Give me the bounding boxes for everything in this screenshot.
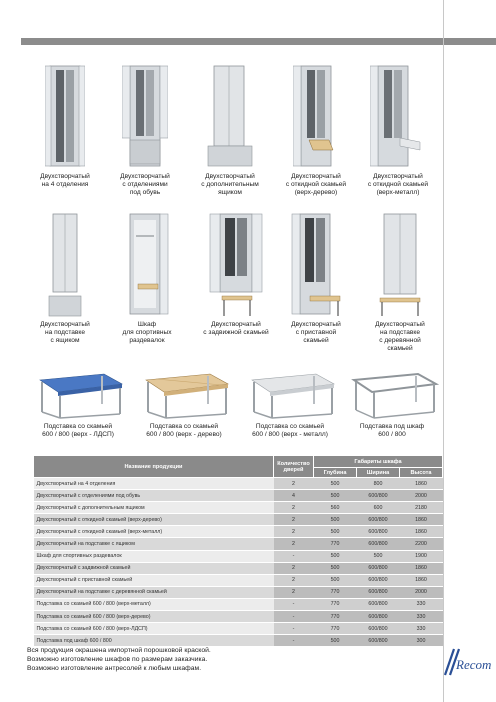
cell-height: 330	[400, 598, 443, 610]
cell-name: Подставка со скамьей 600 / 800 (верх-металл)	[34, 598, 274, 610]
spec-table	[33, 455, 443, 647]
cell-depth: 500	[314, 562, 357, 574]
cabinet-stand-frame-icon	[344, 368, 440, 420]
cell-name: Подставка под шкаф 600 / 800	[34, 635, 274, 647]
cell-depth: 500	[314, 635, 357, 647]
col-header-depth: Глубина	[314, 468, 357, 478]
sports-locker-icon	[122, 212, 172, 318]
locker-4-compartments-icon	[45, 62, 85, 170]
stand-caption: Подставка под шкаф 600 / 800	[359, 423, 425, 438]
cell-height: 2180	[400, 502, 443, 514]
cell-depth: 500	[314, 478, 357, 490]
stand-card[interactable]	[240, 368, 340, 439]
note-line: Возможно изготовление антресолей к любым шкафам.	[27, 665, 202, 672]
cell-width: 800	[357, 478, 400, 490]
cell-doors: 2	[274, 574, 314, 586]
cell-height: 1860	[400, 562, 443, 574]
product-card[interactable]	[276, 212, 356, 345]
cell-doors: 2	[274, 478, 314, 490]
product-card[interactable]	[360, 212, 440, 353]
notes	[27, 646, 211, 673]
cell-doors: 2	[274, 538, 314, 550]
locker-folding-bench-wood-icon	[293, 62, 339, 170]
cell-depth: 500	[314, 574, 357, 586]
cell-name: Двухстворчатый с отделениями под обувь	[34, 490, 274, 502]
product-caption: Двухстворчатый на подставке с ящиком	[40, 321, 90, 344]
locker-folding-bench-metal-icon	[370, 62, 426, 170]
cell-name: Двухстворчатый с откидной скамьей (верх-металл)	[34, 526, 274, 538]
cell-depth: 560	[314, 502, 357, 514]
product-card[interactable]	[27, 62, 103, 189]
cell-doors: -	[274, 611, 314, 623]
cell-width: 600	[357, 502, 400, 514]
cell-doors: 2	[274, 514, 314, 526]
table-row	[34, 550, 443, 562]
cell-width: 600/800	[357, 514, 400, 526]
product-caption: Двухстворчатый на 4 отделения	[40, 173, 90, 188]
cell-name: Двухстворчатый с дополнительным ящиком	[34, 502, 274, 514]
cell-width: 600/800	[357, 598, 400, 610]
cell-name: Двухстворчатый на 4 отделения	[34, 478, 274, 490]
cell-depth: 770	[314, 598, 357, 610]
cell-doors: 2	[274, 526, 314, 538]
cell-name: Двухстворчатый на подставке с ящиком	[34, 538, 274, 550]
stand-card[interactable]	[344, 368, 440, 439]
cell-width: 500	[357, 550, 400, 562]
cell-height: 330	[400, 623, 443, 635]
cell-height: 2000	[400, 490, 443, 502]
cell-height: 1860	[400, 574, 443, 586]
col-header-height: Высота	[400, 468, 443, 478]
locker-stand-wood-bench-icon	[374, 212, 426, 318]
bench-stand-wood-icon	[136, 368, 232, 420]
cell-depth: 500	[314, 490, 357, 502]
cell-height: 330	[400, 611, 443, 623]
product-card[interactable]	[110, 212, 184, 345]
cell-width: 600/800	[357, 562, 400, 574]
cell-name: Подставка со скамьей 600 / 800 (верх-дерево)	[34, 611, 274, 623]
cell-width: 600/800	[357, 611, 400, 623]
spec-table-body	[34, 478, 443, 647]
cell-doors: 4	[274, 490, 314, 502]
table-row	[34, 611, 443, 623]
cell-name: Двухстворчатый с откидной скамьей (верх-дерево)	[34, 514, 274, 526]
cell-height: 2000	[400, 586, 443, 598]
cell-doors: 2	[274, 586, 314, 598]
cell-width: 600/800	[357, 490, 400, 502]
stand-caption: Подставка со скамьей 600 / 800 (верх - металл)	[252, 423, 328, 438]
product-caption: Двухстворчатый с дополнительным ящиком	[201, 173, 259, 196]
col-header-name: Название продукции	[34, 456, 274, 478]
product-caption: Двухстворчатый на подставке с деревянной скамьей	[375, 321, 425, 352]
cell-doors: -	[274, 598, 314, 610]
cell-height: 1900	[400, 550, 443, 562]
table-row	[34, 574, 443, 586]
product-card[interactable]	[107, 62, 183, 197]
table-row	[34, 478, 443, 490]
cell-height: 300	[400, 635, 443, 647]
product-caption: Двухстворчатый с приставной скамьей	[291, 321, 341, 344]
cell-depth: 500	[314, 550, 357, 562]
stand-card[interactable]	[134, 368, 234, 439]
cell-depth: 770	[314, 538, 357, 550]
locker-attached-bench-icon	[290, 212, 342, 318]
product-card[interactable]	[276, 62, 356, 197]
col-header-dims: Габариты шкафа	[314, 456, 443, 468]
bench-stand-metal-icon	[242, 368, 338, 420]
cell-depth: 500	[314, 526, 357, 538]
cell-depth: 500	[314, 514, 357, 526]
stand-card[interactable]	[30, 368, 126, 439]
cell-width: 600/800	[357, 574, 400, 586]
product-card[interactable]	[29, 212, 101, 345]
locker-extra-box-icon	[204, 62, 256, 170]
locker-stand-box-icon	[45, 212, 85, 318]
cell-doors: -	[274, 635, 314, 647]
svg-text:Recom: Recom	[456, 657, 492, 672]
cell-width: 600/800	[357, 623, 400, 635]
table-row	[34, 526, 443, 538]
table-row	[34, 502, 443, 514]
cell-height: 1860	[400, 514, 443, 526]
table-row	[34, 623, 443, 635]
stand-caption: Подставка со скамьей 600 / 800 (верх - ЛДСП)	[42, 423, 114, 438]
product-caption: Двухстворчатый с откидной скамьей (верх-металл)	[367, 173, 429, 196]
note-line: Вся продукция окрашена импортной порошковой краской.	[27, 647, 211, 654]
table-row	[34, 514, 443, 526]
cell-width: 600/800	[357, 586, 400, 598]
product-card[interactable]	[193, 212, 279, 337]
product-caption: Двухстворчатый с отделениями под обувь	[120, 173, 170, 196]
cell-doors: -	[274, 623, 314, 635]
note-line: Возможно изготовление шкафов по размерам заказчика.	[27, 656, 208, 663]
cell-doors: 2	[274, 562, 314, 574]
cell-name: Подставка со скамьей 600 / 800 (верх-ЛДСП)	[34, 623, 274, 635]
cell-name: Двухстворчатый с задвижной скамьей	[34, 562, 274, 574]
cell-depth: 770	[314, 623, 357, 635]
cell-doors: -	[274, 550, 314, 562]
table-row	[34, 562, 443, 574]
product-card[interactable]	[358, 62, 438, 197]
product-card[interactable]	[189, 62, 271, 197]
table-row	[34, 598, 443, 610]
cell-height: 1860	[400, 478, 443, 490]
table-row	[34, 635, 443, 647]
locker-shoe-compartments-icon	[122, 62, 168, 170]
cell-depth: 770	[314, 586, 357, 598]
bench-stand-ldsp-icon	[30, 368, 126, 420]
cell-width: 600/800	[357, 538, 400, 550]
cell-name: Двухстворчатый на подставке с деревянной скамьей	[34, 586, 274, 598]
cell-depth: 770	[314, 611, 357, 623]
top-stripe	[21, 38, 496, 45]
cell-width: 600/800	[357, 526, 400, 538]
product-caption: Двухстворчатый с откидной скамьей (верх-дерево)	[285, 173, 347, 196]
table-row	[34, 490, 443, 502]
cell-width: 600/800	[357, 635, 400, 647]
table-row	[34, 586, 443, 598]
locker-sliding-bench-icon	[206, 212, 266, 318]
table-row	[34, 538, 443, 550]
cell-height: 2200	[400, 538, 443, 550]
recom-logo	[442, 645, 492, 679]
cell-height: 1860	[400, 526, 443, 538]
cell-name: Двухстворчатый с приставной скамьей	[34, 574, 274, 586]
stand-caption: Подставка со скамьей 600 / 800 (верх - дерево)	[146, 423, 222, 438]
col-header-width: Ширина	[357, 468, 400, 478]
cell-name: Шкаф для спортивных раздевалок	[34, 550, 274, 562]
product-caption: Шкаф для спортивных раздевалок	[122, 321, 172, 344]
cell-doors: 2	[274, 502, 314, 514]
col-header-doors: Количество дверей	[274, 456, 314, 478]
margin-line	[443, 0, 444, 702]
product-caption: Двухстворчатый с задвижной скамьей	[203, 321, 269, 336]
